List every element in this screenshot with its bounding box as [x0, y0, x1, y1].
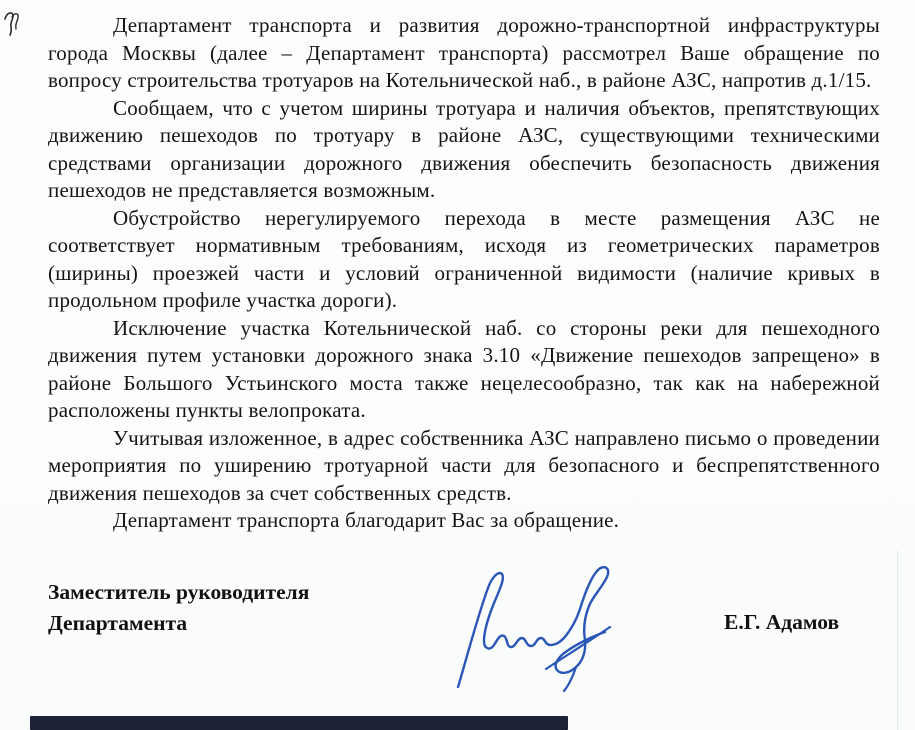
scan-fold-line: [897, 550, 898, 730]
signer-title: [48, 577, 309, 639]
signature-block: [48, 577, 880, 697]
signer-title-line1: Заместитель руководителя: [48, 579, 310, 604]
signer-title-line2: Департамента: [48, 610, 188, 635]
pen-mark: [2, 7, 24, 37]
paragraph-thanks: Департамент транспорта благодарит Вас за обращение.: [113, 508, 620, 532]
paragraph-intro: Департамент транспорта и развития дорожно-транспортной инфраструктуры города Москвы (далее – Департамент транспорта) рассмотрел Ваше обращение по вопросу строительства тротуаров на Котельнической наб., в районе АЗС, напротив д.1/15.: [48, 13, 880, 92]
scan-artifact-bar: [30, 716, 568, 730]
paragraph-crossing: Обустройство нерегулируемого перехода в месте размещения АЗС не соответствует нормативным требованиям, исходя из геометрических параметров (ширины) проезжей части и условий ограниченной видимости (наличие кривых в продольном профиле участка дороги).: [48, 205, 880, 312]
paragraph-report: Сообщаем, что с учетом ширины тротуара и наличия объектов, препятствующих движению пешеходов по тротуару в районе АЗС, существующими техническими средствами организации дорожного движения обеспечить безопасность движения пешеходов не представляется возможным.: [48, 95, 880, 202]
handwritten-signature: [443, 561, 658, 699]
letter-body: [48, 12, 880, 697]
paragraph-owner-letter: Учитывая изложенное, в адрес собственника АЗС направлено письмо о проведении мероприятия по уширению тротуарной части для безопасного и беспрепятственного движения пешеходов за счет собственных средств.: [48, 425, 880, 505]
paragraph-sign-310: Исключение участка Котельнической наб. со стороны реки для пешеходного движения путем установки дорожного знака 3.10 «Движение пешеходов запрещено» в районе Большого Устьинского моста также нецелесообразно, так как на набережной расположены пункты велопроката.: [48, 315, 880, 422]
signer-name: Е.Г. Адамов: [724, 609, 840, 634]
